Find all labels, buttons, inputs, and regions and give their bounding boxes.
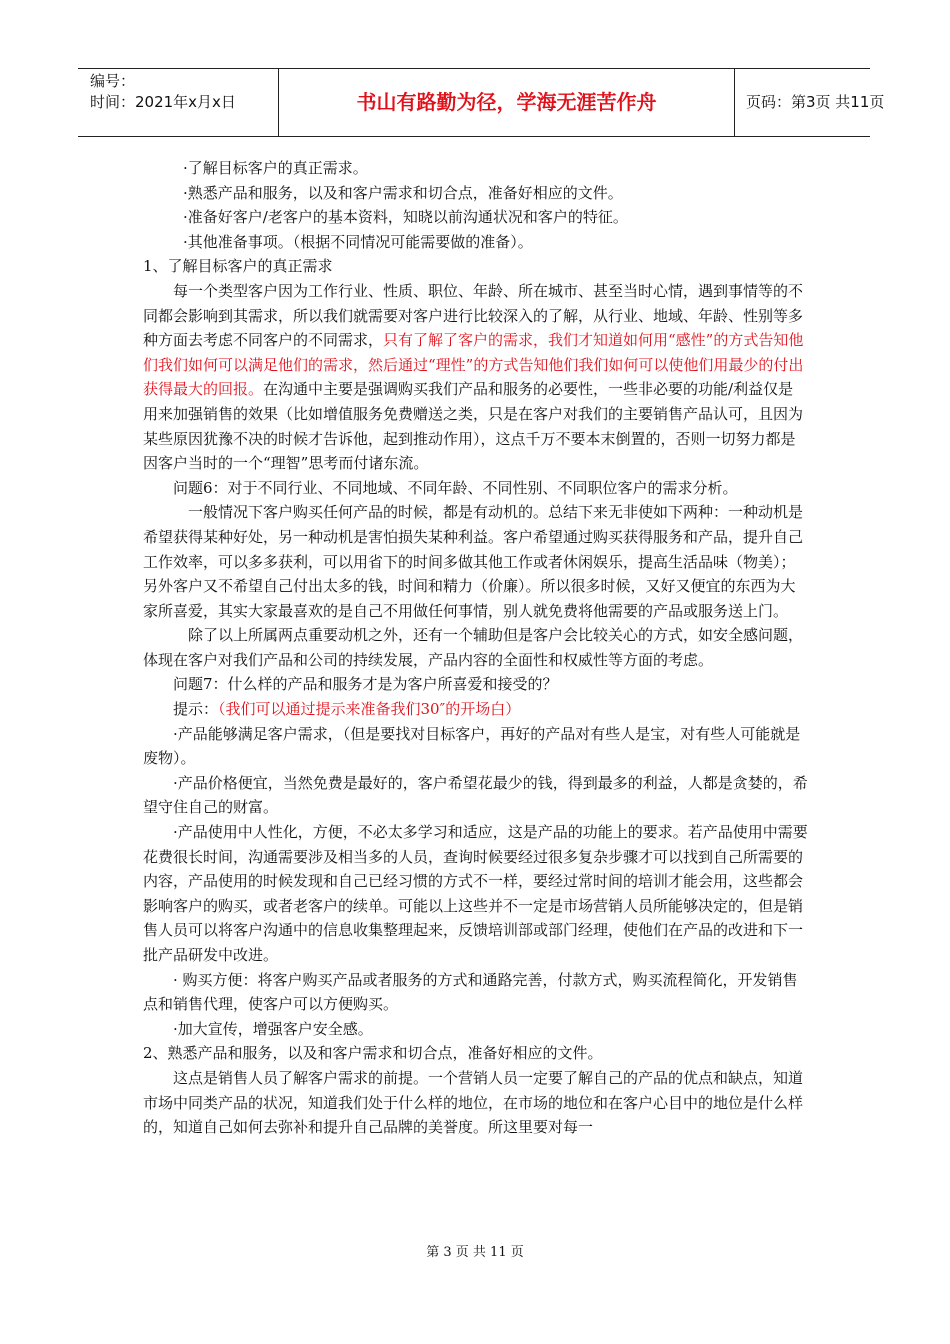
question-6: 问题6：对于不同行业、不同地域、不同年龄、不同性别、不同职位客户的需求分析。 [173, 478, 738, 497]
paragraph-text: 在沟通中主要是强调购买我们产品和服务的必要性，一些非必要的功能/利益仅是用来加强销售的效果（比如增值服务免费赠送之类，只是在客户对我们的主要销售产品认可，且因为某些原因犹豫不决的时候才告诉他，起到推动作用），这点千万不要本末倒置的，否则一切努力都是因客户当时的一个“理智”思考而付诸东流。 [143, 380, 804, 473]
bullet-item: ·准备好客户/老客户的基本资料，知晓以前沟通状况和客户的特征。 [183, 208, 628, 227]
question-7: 问题7：什么样的产品和服务才是为客户所喜爱和接受的？ [173, 675, 558, 694]
bullet-item: · 购买方便：将客户购买产品或者服务的方式和通路完善，付款方式，购买流程简化，开发销售点和销售代理，使客户可以方便购买。 [143, 970, 798, 1014]
number-label: 编号： [90, 72, 136, 90]
hint-line [143, 697, 808, 722]
bullet-item: ·产品使用中人性化，方便，不必太多学习和适应，这是产品的功能上的要求。若产品使用中需要花费很长时间，沟通需要涉及相当多的人员，查询时候要经过很多复杂步骤才可以找到自己所需要的内容，产品使用的时候发现和自己已经习惯的方式不一样，要经过常时间的培训才能会用，这些都会影响客户的购买，或者老客户的续单。可能以上这些并不一定是市场营销人员所能够决定的，但是销售人员可以将客户沟通中的信息收集整理起来，反馈培训部或部门经理，使他们在产品的改进和下一批产品研发中改进。 [143, 823, 808, 964]
document-body [143, 156, 808, 1140]
paragraph: 除了以上所属两点重要动机之外，还有一个辅助但是客户会比较关心的方式，如安全感问题，体现在客户对我们产品和公司的持续发展，产品内容的全面性和权威性等方面的考虑。 [143, 626, 804, 669]
page-header [78, 68, 885, 137]
bullet-item: ·产品价格便宜，当然免费是最好的，客户希望花最少的钱，得到最多的利益，人都是贪婪的，希望守住自己的财富。 [143, 773, 808, 817]
header-left [90, 71, 236, 113]
paragraph [143, 279, 808, 476]
bullet-item: ·加大宣传，增强客户安全感。 [173, 1019, 373, 1038]
header-page-label: 页码：第3页 共11页 [746, 93, 885, 111]
time-label: 时间：2021年x月x日 [90, 93, 236, 111]
bullet-item: ·了解目标客户的真正需求。 [183, 159, 368, 177]
paragraph: 这点是销售人员了解客户需求的前提。一个营销人员一定要了解自己的产品的优点和缺点，知道市场中同类产品的状况，知道我们处于什么样的地位，在市场的地位和在客户心目中的地位是什么样的，知道自己如何去弥补和提升自己品牌的美誉度。所这里要对每一 [143, 1068, 804, 1137]
paragraph-text: 每一个类型客户因为工作行业、性质、职位、年龄、所在城市、甚至当时心情，遇到事情等的不同都会影响到其需求，所以我们就需要对客户进行比较深入的了解，从行业、地域、年龄、性别等多种方面去考虑不同客户的不同需求， [143, 281, 804, 350]
section-title: 1、了解目标客户的真正需求 [143, 257, 333, 276]
header-motto: 书山有路勤为径，学海无涯苦作舟 [278, 69, 735, 136]
hint-text: （我们可以通过提示来准备我们30″的开场白） [218, 700, 521, 719]
hint-label: 提示： [173, 700, 219, 719]
bullet-item: ·熟悉产品和服务，以及和客户需求和切合点，准备好相应的文件。 [183, 183, 623, 202]
bullet-item: ·产品能够满足客户需求，（但是要找对目标客户，再好的产品对有些人是宝，对有些人可能就是废物）。 [143, 724, 801, 768]
section-title: 2、熟悉产品和服务，以及和客户需求和切合点，准备好相应的文件。 [143, 1044, 603, 1063]
bullet-item: ·其他准备事项。（根据不同情况可能需要做的准备）。 [183, 232, 533, 251]
page-footer: 第 3 页 共 11 页 [426, 1245, 524, 1260]
paragraph: 一般情况下客户购买任何产品的时候，都是有动机的。总结下来无非使如下两种：一种动机是希望获得某种好处，另一种动机是害怕损失某种利益。客户希望通过购买获得服务和产品，提升自己工作效率，可以多多获利，可以用省下的时间多做其他工作或者休闲娱乐，提高生活品味（物美）；另外客户又不希望自己付出太多的钱，时间和精力（价廉）。所以很多时候，又好又便宜的东西为大家所喜爱，其实大家最喜欢的是自己不用做任何事情，别人就免费将他需要的产品或服务送上门。 [143, 503, 804, 620]
highlight-text: 只有了解了客户的需求，我们才知道如何用“感性”的方式告知他们我们如何可以满足他们的需求，然后通过“理性”的方式告知他们我们如何可以使他们用最少的付出获得最大的回报。 [143, 331, 804, 399]
